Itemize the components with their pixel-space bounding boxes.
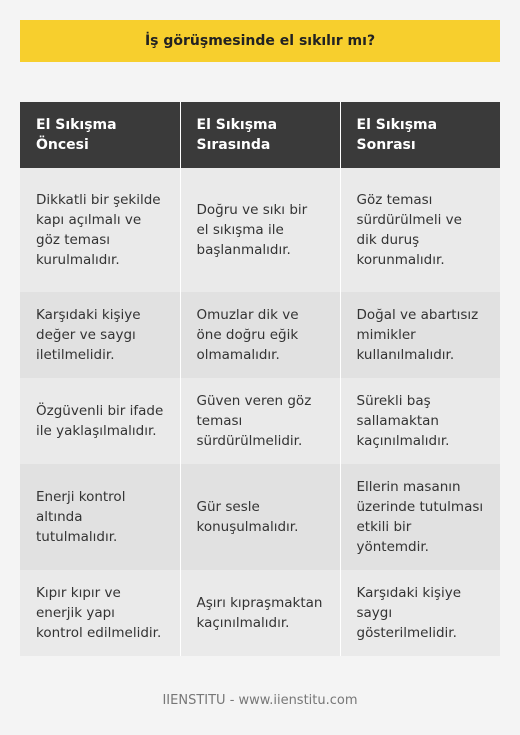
comparison-table: [20, 102, 500, 656]
table-cell: Aşırı kıpraşmaktan kaçınılmalıdır.: [180, 570, 340, 656]
table-cell: Göz teması sürdürülmeli ve dik duruş korunmalıdır.: [340, 168, 500, 292]
table-row: [20, 378, 500, 464]
column-header-after: El Sıkışma Sonrası: [340, 102, 500, 168]
table-row: [20, 292, 500, 378]
table-cell: Sürekli baş sallamaktan kaçınılmalıdır.: [340, 378, 500, 464]
table-cell: Gür sesle konuşulmalıdır.: [180, 464, 340, 570]
table-cell: Karşıdaki kişiye saygı gösterilmelidir.: [340, 570, 500, 656]
table-cell: Ellerin masanın üzerinde tutulması etkili bir yöntemdir.: [340, 464, 500, 570]
table-row: [20, 464, 500, 570]
table-row: [20, 570, 500, 656]
table-cell: Enerji kontrol altında tutulmalıdır.: [20, 464, 180, 570]
table-header-row: [20, 102, 500, 168]
title-banner: [20, 20, 500, 62]
table-cell: Özgüvenli bir ifade ile yaklaşılmalıdır.: [20, 378, 180, 464]
column-header-during: El Sıkışma Sırasında: [180, 102, 340, 168]
table-row: [20, 168, 500, 292]
table-cell: Karşıdaki kişiye değer ve saygı iletilmelidir.: [20, 292, 180, 378]
table-cell: Doğru ve sıkı bir el sıkışma ile başlanmalıdır.: [180, 168, 340, 292]
table-cell: Güven veren göz teması sürdürülmelidir.: [180, 378, 340, 464]
table-cell: Omuzlar dik ve öne doğru eğik olmamalıdır.: [180, 292, 340, 378]
table-cell: Dikkatli bir şekilde kapı açılmalı ve göz teması kurulmalıdır.: [20, 168, 180, 292]
page-title: İş görüşmesinde el sıkılır mı?: [144, 33, 376, 49]
table-cell: Doğal ve abartısız mimikler kullanılmalıdır.: [340, 292, 500, 378]
column-header-before: El Sıkışma Öncesi: [20, 102, 180, 168]
footer-credit: IIENSTITU - www.iienstitu.com: [162, 693, 358, 708]
table-cell: Kıpır kıpır ve enerjik yapı kontrol edilmelidir.: [20, 570, 180, 656]
